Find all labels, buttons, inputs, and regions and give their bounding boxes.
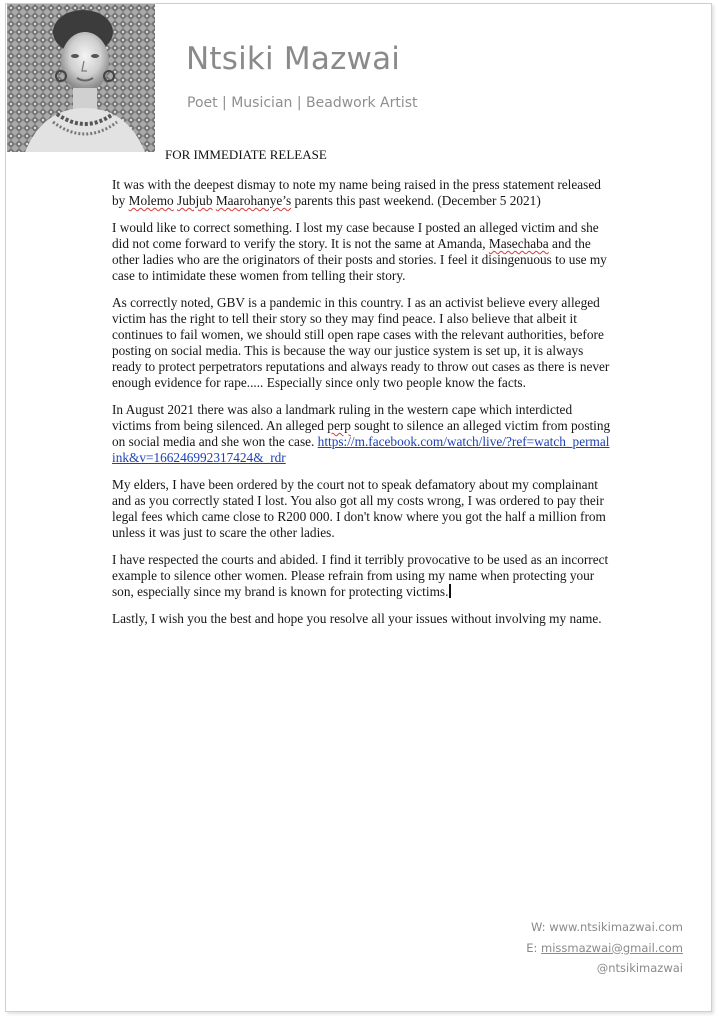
website-line: W: www.ntsikimazwai.com <box>530 920 683 934</box>
misspelled-word: Molemo <box>128 193 174 208</box>
letter-body <box>112 177 612 638</box>
paragraph-6: I have respected the courts and abided. I find it terribly provocative to be used as an incorrect example to silence other women. Please refrain from using my name when protecting your son, especially since my brand is known for protecting victims. <box>112 552 609 599</box>
paragraph-1: It was with the deepest dismay to note my name being raised in the press statement released by Molemo Jubjub Maarohanye’s parents this past weekend. (December 5 2021) <box>112 177 601 208</box>
text-cursor <box>449 584 451 598</box>
facebook-link[interactable]: https://m.facebook.com/watch/live/?ref=watch_permalink&v=166246992317424&_rdr <box>112 434 610 465</box>
release-label: FOR IMMEDIATE RELEASE <box>165 147 327 162</box>
website-link[interactable]: www.ntsikimazwai.com <box>549 920 683 934</box>
paragraph-4: In August 2021 there was also a landmark ruling in the western cape which interdicted victims from being silenced. An alleged perp sought to silence an alleged victim from posting on social media and she won the case. https://m.facebook.com/watch/live/?ref=watch_permalink&v=166246992317424&_rdr <box>112 402 611 465</box>
contact-footer <box>526 917 683 979</box>
paragraph-2: I would like to correct something. I lost my case because I posted an alleged victim and she did not come forward to verify the story. It is not the same at Amanda, Masechaba and the other ladies who are the originators of their posts and stories. I feel it disingenuous to use my case to intimidate these women from telling their story. <box>112 220 607 283</box>
misspelled-word: Maarohanye’s <box>215 193 292 208</box>
author-name: Ntsiki Mazwai <box>186 41 401 77</box>
social-handle: @ntsikimazwai <box>596 961 683 975</box>
misspelled-word: Jubjub <box>177 193 213 208</box>
paragraph-7: Lastly, I wish you the best and hope you resolve all your issues without involving my name. <box>112 611 602 626</box>
paragraph-5: My elders, I have been ordered by the court not to speak defamatory about my complainant and as you correctly stated I lost. You also got all my costs wrong, I was ordered to pay their legal fees which came close to R200 000. I don't know where you got the half a million from unless it was just to scare the other ladies. <box>112 477 606 540</box>
author-tagline: Poet | Musician | Beadwork Artist <box>187 95 418 111</box>
misspelled-word: perp <box>327 418 351 433</box>
email-line: E: missmazwai@gmail.com <box>526 940 683 955</box>
email-link[interactable]: missmazwai@gmail.com <box>541 940 683 955</box>
paragraph-3: As correctly noted, GBV is a pandemic in this country. I as an activist believe every alleged victim has the right to tell their story so they may find peace. I also believe that albeit it continues to fail women, we should still open rape cases with the relevant authorities, before posting on social media. This is because the way our justice system is set up, it is always ready to protect perpetrators reputations and always ready to throw out cases as there is never enough evidence for rape..... Especially since only two people know the facts. <box>112 295 610 390</box>
portrait-photo <box>7 4 155 152</box>
misspelled-word: Masechaba <box>488 236 549 251</box>
